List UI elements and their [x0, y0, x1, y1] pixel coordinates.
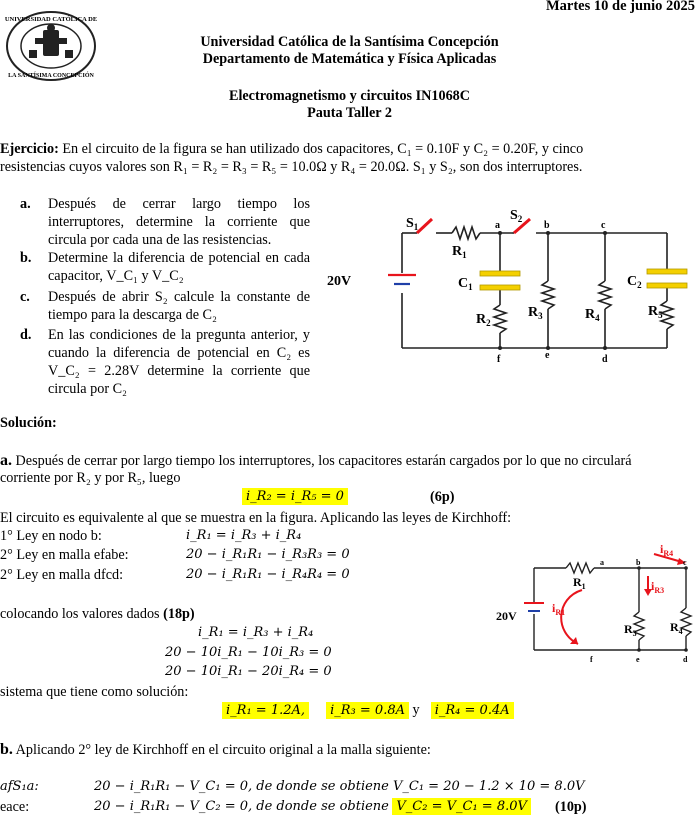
points-6p: (6p) [430, 489, 455, 505]
part-b-line-1 [0, 741, 431, 759]
r3-label-2: $R_3$ [624, 622, 637, 638]
exercise-text-1: En el circuito de la figura se han utilizado dos capacitores, C₁ = 0.10F y C₂ = 0.20F, y cinco [62, 141, 584, 157]
exercise-label: Ejercicio: [0, 141, 59, 157]
solution-heading: Solución: [0, 415, 57, 431]
question-text: Después de cerrar largo tiempo los interruptores, determine la corriente que circula por cada una de las resistencias. [48, 196, 310, 248]
r4-label: $R_4$ [585, 307, 600, 323]
seal-bottom-text: LA SANTÍSIMA CONCEPCIÓN [8, 73, 94, 79]
r1-label-2: $R_1$ [573, 575, 586, 591]
question-c [20, 288, 310, 326]
part-a-line-3: El circuito es equivalente al que se muestra en la figura. Aplicando las leyes de Kirchhoff: [0, 510, 512, 526]
source-label-2: 20V [496, 609, 517, 623]
node-d-2: d [683, 655, 688, 664]
mesh2-result: V_C₂ = V_C₁ = 8.0V [392, 798, 530, 815]
question-text: Determine la diferencia de potencial en cada capacitor, V_C₁ y V_C₂ [48, 250, 310, 284]
exercise-line-1 [0, 141, 699, 158]
law3-equation: 20 − i_R₁R₁ − i_R₄R₄ = 0 [186, 567, 350, 582]
question-d [20, 326, 310, 398]
node-a: a [495, 220, 500, 231]
part-a-label: a. [0, 452, 12, 469]
part-a-line-1 [0, 452, 699, 470]
c2-label: $C_2$ [627, 274, 642, 290]
mesh1-label: afS₁a: [0, 779, 39, 794]
node-e-2: e [636, 655, 640, 664]
r2-label: $R_2$ [476, 312, 491, 328]
system-eq-3: 20 − 10i_R₁ − 20i_R₄ = 0 [165, 664, 332, 679]
question-letter: c. [20, 289, 30, 305]
answer-ir3: i_R₃ = 0.8A [326, 702, 409, 719]
mesh2-equation: 20 − i_R₁R₁ − V_C₂ = 0, de donde se obtiene [94, 799, 389, 814]
part-b-text-1: Aplicando 2° ley de Kirchhoff en el circuito original a la malla siguiente: [15, 742, 431, 758]
system-eq-1: i_R₁ = i_R₃ + i_R₄ [198, 625, 314, 640]
current-ir3-label: $i_{R3}$ [651, 579, 665, 595]
university-name: Universidad Católica de la Santísima Concepción [200, 34, 499, 50]
values-text [0, 606, 195, 623]
question-b [20, 249, 310, 287]
and-text: y [412, 702, 420, 718]
law1-equation: i_R₁ = i_R₃ + i_R₄ [186, 528, 302, 543]
r3-label: $R_3$ [528, 305, 543, 321]
document-title: Pauta Taller 2 [307, 105, 392, 121]
node-f-2: f [590, 655, 593, 664]
r5-label: $R_5$ [648, 304, 663, 320]
r4-label-2: $R_4$ [670, 620, 683, 636]
circuit-diagram-1 [322, 205, 697, 370]
points-10p: (10p) [555, 799, 587, 815]
source-label: 20V [327, 274, 352, 289]
current-ir1-label: $i_{R1}$ [552, 601, 566, 617]
node-e: e [545, 350, 550, 361]
department-name: Departamento de Matemática y Física Aplicadas [202, 51, 497, 67]
question-letter: b. [20, 250, 32, 266]
question-letter: a. [20, 196, 31, 212]
date: Martes 10 de junio 2025 [545, 0, 695, 14]
part-a-line-2: corriente por R₂ y por R₅, luego [0, 470, 181, 486]
question-a [20, 195, 310, 249]
law2-equation: 20 − i_R₁R₁ − i_R₃R₃ = 0 [186, 547, 350, 562]
values-label: colocando los valores dados [0, 606, 160, 622]
answers-row [222, 702, 514, 719]
node-c-2: c [683, 558, 687, 567]
answer-ir4: i_R₄ = 0.4A [431, 702, 514, 719]
law2-label: 2° Ley en malla efabe: [0, 547, 129, 563]
exercise-line-2: resistencias cuyos valores son R₁ = R₂ = R₃ = R₅ = 10.0Ω y R₄ = 20.0Ω. S₁ y S₂, son dos interruptores. [0, 159, 583, 175]
law3-label: 2° Ley en malla dfcd: [0, 567, 124, 583]
mesh2-row [94, 798, 531, 815]
s2-label: $S_2$ [510, 208, 523, 224]
node-c: c [601, 220, 606, 231]
r1-label: $R_1$ [452, 244, 467, 260]
s1-label: $S_1$ [406, 216, 419, 232]
seal-top-text: UNIVERSIDAD CATÓLICA DE [5, 16, 97, 23]
points-18p: (18p) [163, 606, 195, 622]
mesh1-equation: 20 − i_R₁R₁ − V_C₁ = 0, de donde se obtiene V_C₁ = 20 − 1.2 × 10 = 8.0V [94, 779, 585, 794]
solution-text: sistema que tiene como solución: [0, 684, 189, 700]
node-f: f [497, 354, 501, 365]
current-ir4-label: $i_{R4}$ [660, 542, 674, 558]
circuit-diagram-2 [494, 540, 697, 666]
question-letter: d. [20, 327, 32, 343]
question-text: En las condiciones de la pregunta anterior, y cuando la diferencia de potencial en C₂ es V_C₂ = 2.28V determine la corriente que circula por C₂ [48, 327, 310, 397]
result-ir2-ir5: i_R₂ = i_R₅ = 0 [242, 488, 348, 505]
node-d: d [602, 354, 608, 365]
node-b-2: b [636, 558, 641, 567]
answer-ir1: i_R₁ = 1.2A, [222, 702, 309, 719]
mesh2-label: eace: [0, 799, 30, 815]
c1-label: $C_1$ [458, 276, 473, 292]
system-eq-2: 20 − 10i_R₁ − 10i_R₃ = 0 [165, 645, 332, 660]
node-b: b [544, 220, 550, 231]
part-a-text-1: Después de cerrar por largo tiempo los interruptores, los capacitores estarán cargados por lo que no circulará [15, 453, 632, 469]
node-a-2: a [600, 558, 604, 567]
part-b-label: b. [0, 741, 13, 758]
course-name: Electromagnetismo y circuitos IN1068C [228, 88, 471, 104]
law1-label: 1° Ley en nodo b: [0, 528, 102, 544]
question-text: Después de abrir S₂ calcule la constante de tiempo para la descarga de C₂ [48, 289, 310, 323]
